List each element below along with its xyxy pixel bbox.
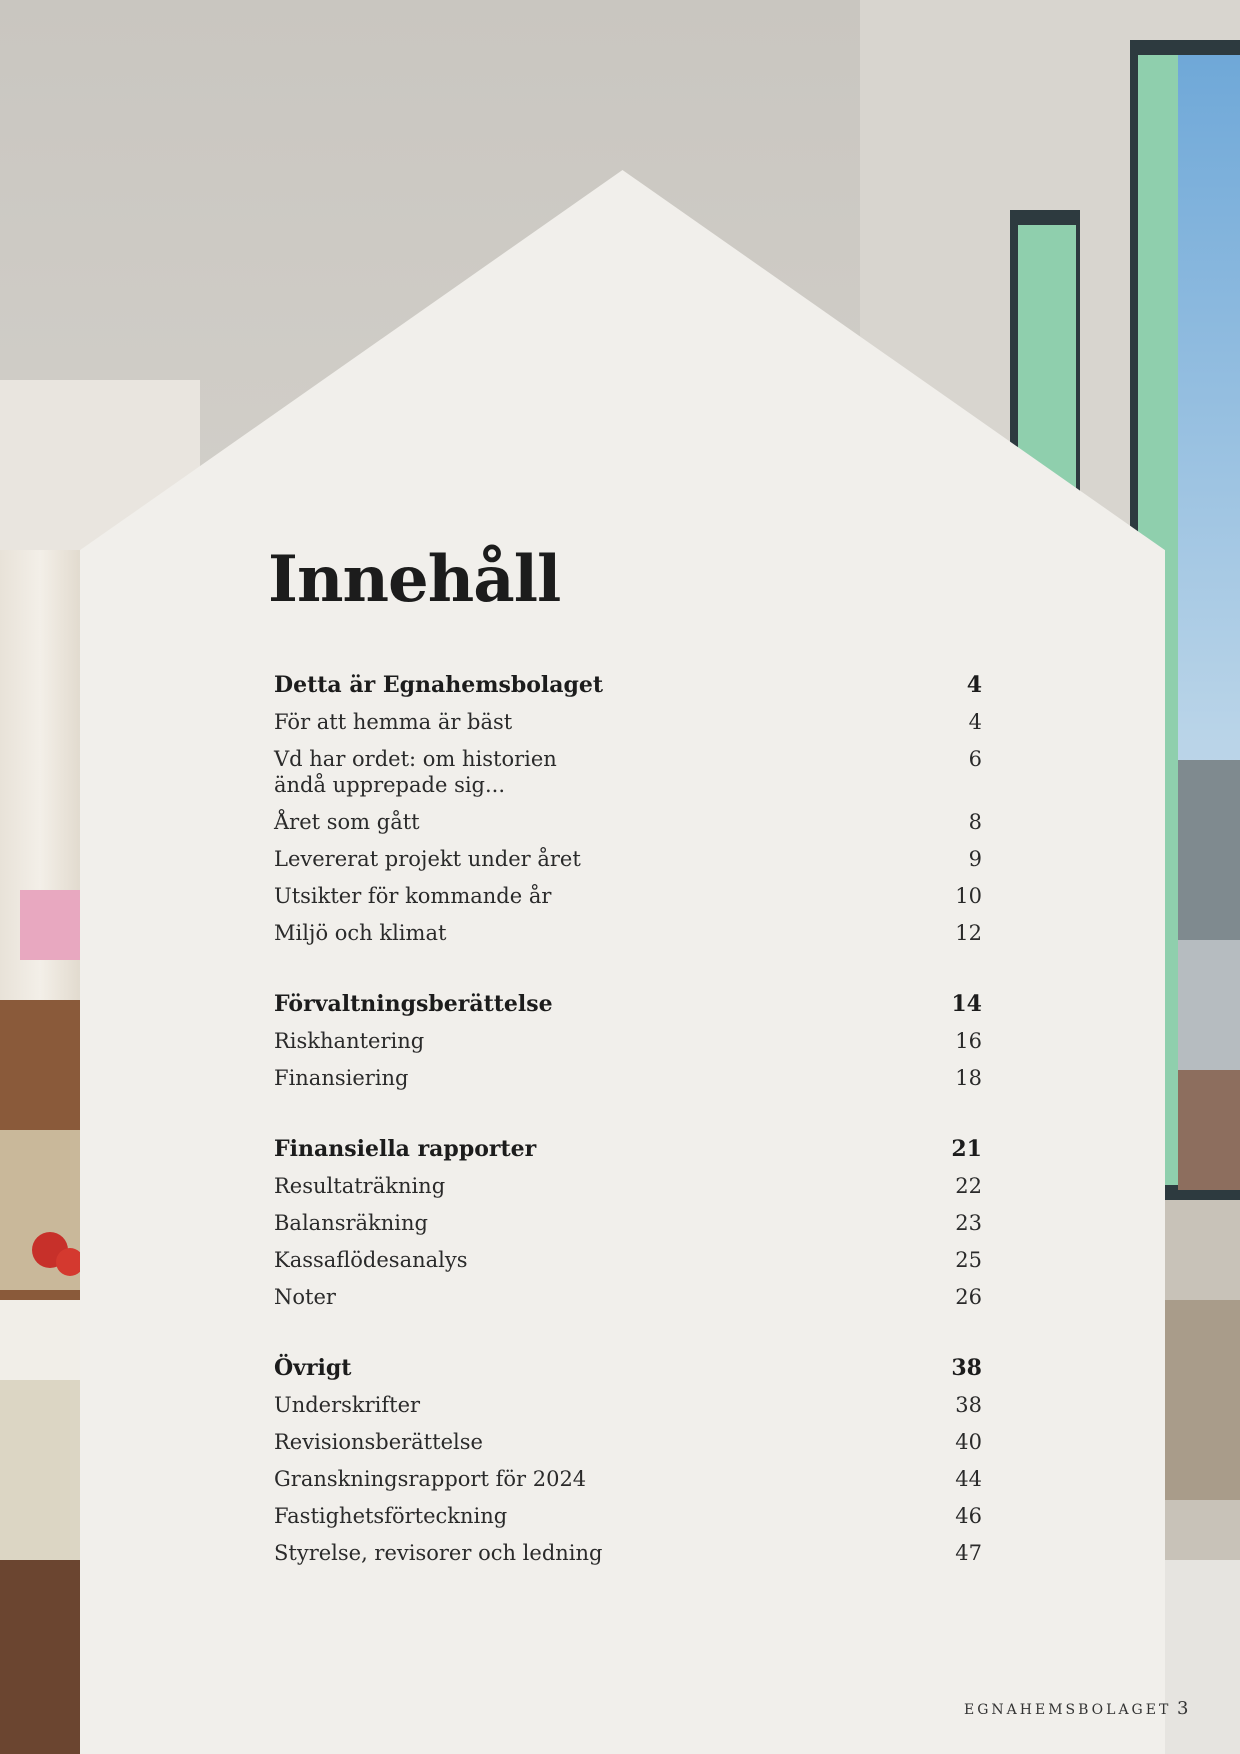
- toc-section-heading[interactable]: [274, 668, 982, 705]
- toc-entry[interactable]: [274, 805, 982, 842]
- toc-heading-label: Detta är Egnahemsbolaget: [274, 672, 604, 698]
- toc-entry-label: Levererat projekt under året: [274, 847, 581, 871]
- toc-entry-label: Balansräkning: [274, 1211, 428, 1235]
- toc-entry-page: 10: [955, 884, 982, 908]
- toc-entry-page: 26: [955, 1285, 982, 1309]
- toc-entry-label: Utsikter för kommande år: [274, 884, 552, 908]
- toc-heading-label: Finansiella rapporter: [274, 1136, 537, 1162]
- footer-brand: EGNAHEMSBOLAGET: [964, 1702, 1172, 1718]
- toc-entry-label: Miljö och klimat: [274, 921, 447, 945]
- toc-entry-page: 44: [955, 1467, 982, 1491]
- toc-section-heading[interactable]: [274, 1132, 982, 1169]
- page-title: Innehåll: [268, 542, 561, 617]
- footer-page-number: 3: [1177, 1698, 1189, 1719]
- toc-entry[interactable]: [274, 705, 982, 742]
- toc-entry[interactable]: [274, 1536, 982, 1573]
- toc-entry[interactable]: [274, 742, 982, 805]
- toc-entry-label: Året som gått: [274, 810, 420, 834]
- toc-entry[interactable]: [274, 879, 982, 916]
- table-of-contents: [274, 668, 982, 1607]
- toc-entry-page: 46: [955, 1504, 982, 1528]
- toc-heading-page: 14: [951, 991, 982, 1017]
- toc-entry-page: 4: [968, 710, 982, 734]
- toc-entry[interactable]: [274, 1061, 982, 1098]
- toc-entry-label: Resultaträkning: [274, 1174, 446, 1198]
- toc-entry-label: Noter: [274, 1285, 336, 1309]
- toc-entry[interactable]: [274, 1024, 982, 1061]
- toc-entry[interactable]: [274, 1206, 982, 1243]
- toc-heading-page: 21: [951, 1136, 982, 1162]
- toc-entry-label: Underskrifter: [274, 1393, 421, 1417]
- toc-entry-page: 18: [955, 1066, 982, 1090]
- toc-entry-page: 40: [955, 1430, 982, 1454]
- toc-section-heading[interactable]: [274, 1351, 982, 1388]
- toc-entry-page: 38: [955, 1393, 982, 1417]
- toc-entry-page: 23: [955, 1211, 982, 1235]
- toc-entry[interactable]: [274, 1280, 982, 1317]
- toc-entry[interactable]: [274, 842, 982, 879]
- toc-entry[interactable]: [274, 1499, 982, 1536]
- toc-entry-page: 6: [968, 747, 982, 771]
- toc-entry-label: Finansiering: [274, 1066, 409, 1090]
- toc-heading-page: 4: [966, 672, 982, 698]
- toc-entry-page: 25: [955, 1248, 982, 1272]
- toc-entry-label: Styrelse, revisorer och ledning: [274, 1541, 603, 1565]
- toc-entry[interactable]: [274, 1425, 982, 1462]
- toc-heading-label: Förvaltningsberättelse: [274, 991, 553, 1017]
- toc-entry[interactable]: [274, 1169, 982, 1206]
- toc-entry-page: 9: [968, 847, 982, 871]
- toc-entry[interactable]: [274, 916, 982, 953]
- toc-entry[interactable]: [274, 1462, 982, 1499]
- toc-section: [274, 987, 982, 1098]
- toc-entry-page: 47: [955, 1541, 982, 1565]
- toc-section: [274, 668, 982, 953]
- toc-entry[interactable]: [274, 1243, 982, 1280]
- toc-entry-label: Vd har ordet: om historien ändå upprepade sig...: [274, 747, 557, 797]
- toc-entry-page: 22: [955, 1174, 982, 1198]
- toc-heading-page: 38: [951, 1355, 982, 1381]
- toc-section: [274, 1132, 982, 1317]
- toc-entry-label: Kassaflödesanalys: [274, 1248, 468, 1272]
- toc-entry-label: Fastighetsförteckning: [274, 1504, 508, 1528]
- toc-section-heading[interactable]: [274, 987, 982, 1024]
- toc-entry-label: Granskningsrapport för 2024: [274, 1467, 587, 1491]
- toc-entry-page: 8: [968, 810, 982, 834]
- toc-heading-label: Övrigt: [274, 1355, 352, 1381]
- toc-section: [274, 1351, 982, 1573]
- toc-entry-label: Revisionsberättelse: [274, 1430, 483, 1454]
- toc-entry-page: 16: [955, 1029, 982, 1053]
- toc-entry-label: För att hemma är bäst: [274, 710, 513, 734]
- toc-entry-label: Riskhantering: [274, 1029, 425, 1053]
- toc-entry-page: 12: [955, 921, 982, 945]
- toc-entry[interactable]: [274, 1388, 982, 1425]
